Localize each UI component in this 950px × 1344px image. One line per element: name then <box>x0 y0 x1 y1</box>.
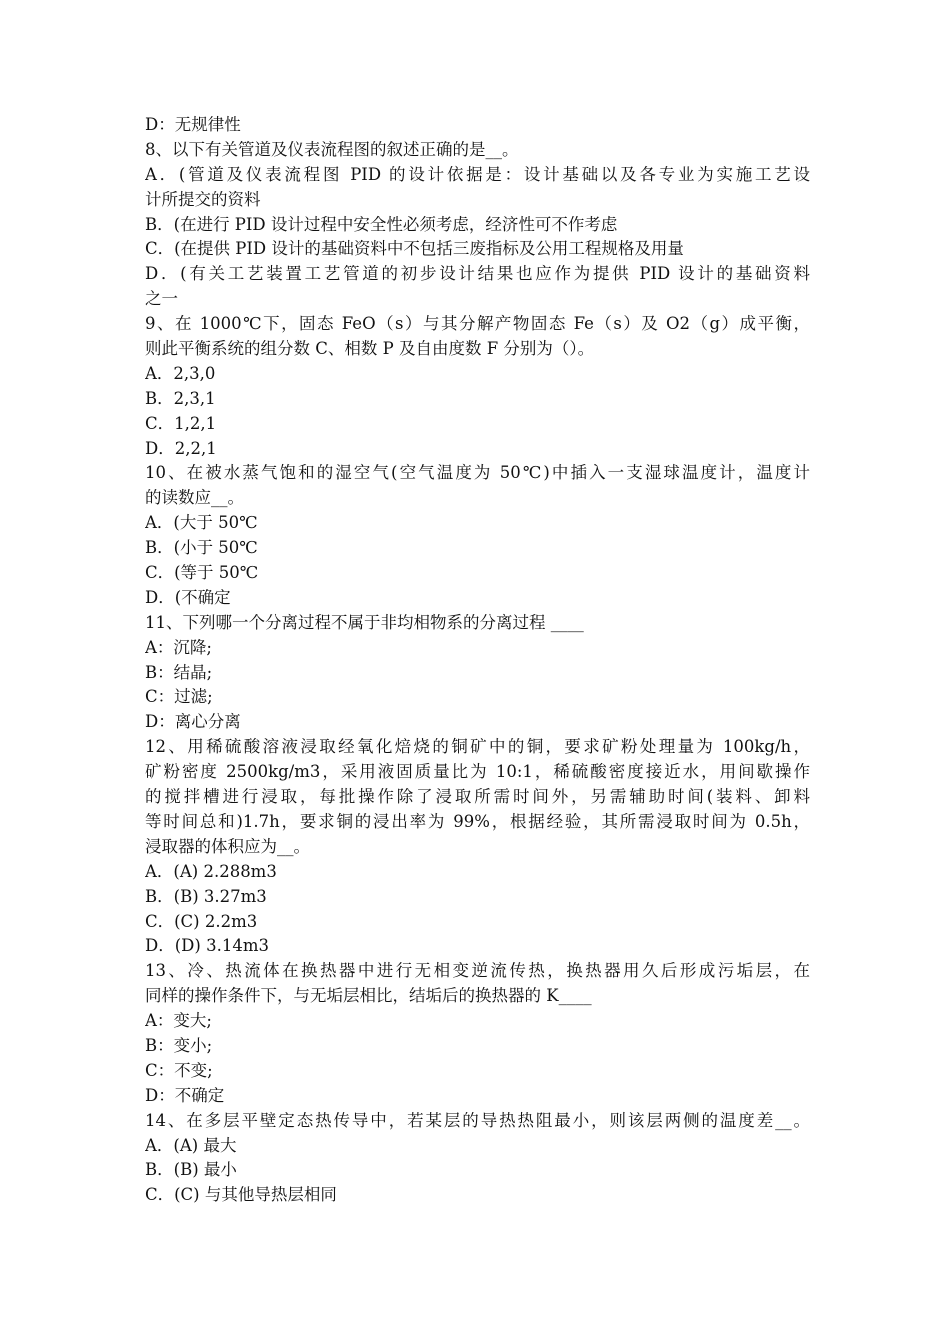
text-line: D．(D) 3.14m3 <box>145 936 269 956</box>
text-line: 8、以下有关管道及仪表流程图的叙述正确的是__。 <box>145 139 519 159</box>
text-line: B：结晶; <box>145 662 213 682</box>
text-line: 11、下列哪一个分离过程不属于非均相物系的分离过程 ____ <box>145 612 584 632</box>
text-line: A．(管道及仪表流程图 PID 的设计依据是：设计基础以及各专业为实施工艺设 <box>145 164 810 184</box>
text-line: B．(在进行 PID 设计过程中安全性必须考虑，经济性可不作考虑 <box>145 214 618 234</box>
text-line: B：变小; <box>145 1035 213 1055</box>
text-line: C：过滤; <box>145 687 213 707</box>
text-line: 13、冷、热流体在换热器中进行无相变逆流传热，换热器用久后形成污垢层，在 <box>145 961 810 981</box>
text-line: C．(在提供 PID 设计的基础资料中不包括三废指标及公用工程规格及用量 <box>145 239 684 259</box>
text-line: 之一 <box>145 289 178 309</box>
text-line: A：变大; <box>145 1011 212 1031</box>
text-line: 的读数应__。 <box>145 488 244 508</box>
text-line: 矿粉密度 2500kg/m3，采用液固质量比为 10:1，稀硫酸密度接近水，用间歇操作 <box>145 762 810 782</box>
text-line: D：不确定 <box>145 1085 225 1105</box>
text-line: A．(A) 最大 <box>145 1135 237 1155</box>
text-line: 10、在被水蒸气饱和的湿空气(空气温度为 50℃)中插入一支湿球温度计，温度计 <box>145 463 810 483</box>
text-line: A．2,3,0 <box>145 363 216 383</box>
text-line: 计所提交的资料 <box>145 189 261 209</box>
text-line: 则此平衡系统的组分数 C、相数 P 及自由度数 F 分别为（）。 <box>145 339 595 359</box>
text-line: D．(不确定 <box>145 587 231 607</box>
text-line: C：不变; <box>145 1060 213 1080</box>
text-line: 9、在 1000℃下，固态 FeO（s）与其分解产物固态 Fe（s）及 O2（g）成平衡， <box>145 314 810 334</box>
text-line: B．2,3,1 <box>145 388 216 408</box>
text-line: A．(A) 2.288m3 <box>145 861 277 881</box>
text-line: A：沉降; <box>145 637 212 657</box>
text-line: 同样的操作条件下，与无垢层相比，结垢后的换热器的 K____ <box>145 986 592 1006</box>
document-body <box>145 113 810 1208</box>
text-line: 浸取器的体积应为__。 <box>145 836 310 856</box>
text-line: C．(C) 2.2m3 <box>145 911 258 931</box>
text-line: B．(B) 最小 <box>145 1160 237 1180</box>
text-line: D：无规律性 <box>145 115 241 134</box>
text-line: B．(B) 3.27m3 <box>145 886 267 906</box>
text-line: 12、用稀硫酸溶液浸取经氧化焙烧的铜矿中的铜，要求矿粉处理量为 100kg/h， <box>145 737 810 757</box>
text-line: C．1,2,1 <box>145 413 217 433</box>
text-line: D．2,2,1 <box>145 438 217 458</box>
text-line: D．(有关工艺装置工艺管道的初步设计结果也应作为提供 PID 设计的基础资料 <box>145 264 810 284</box>
text-line: A．(大于 50℃ <box>145 513 258 533</box>
text-line: C．(C) 与其他导热层相同 <box>145 1185 337 1205</box>
text-line: B．(小于 50℃ <box>145 538 258 558</box>
text-line: C．(等于 50℃ <box>145 563 259 583</box>
text-line: 的搅拌槽进行浸取，每批操作除了浸取所需时间外，另需辅助时间(装料、卸料 <box>145 787 810 807</box>
text-line: 14、在多层平壁定态热传导中，若某层的导热热阻最小，则该层两侧的温度差__。 <box>145 1110 810 1130</box>
text-line: 等时间总和)1.7h，要求铜的浸出率为 99%，根据经验，其所需浸取时间为 0.5h， <box>145 811 810 831</box>
text-line: D：离心分离 <box>145 712 241 732</box>
